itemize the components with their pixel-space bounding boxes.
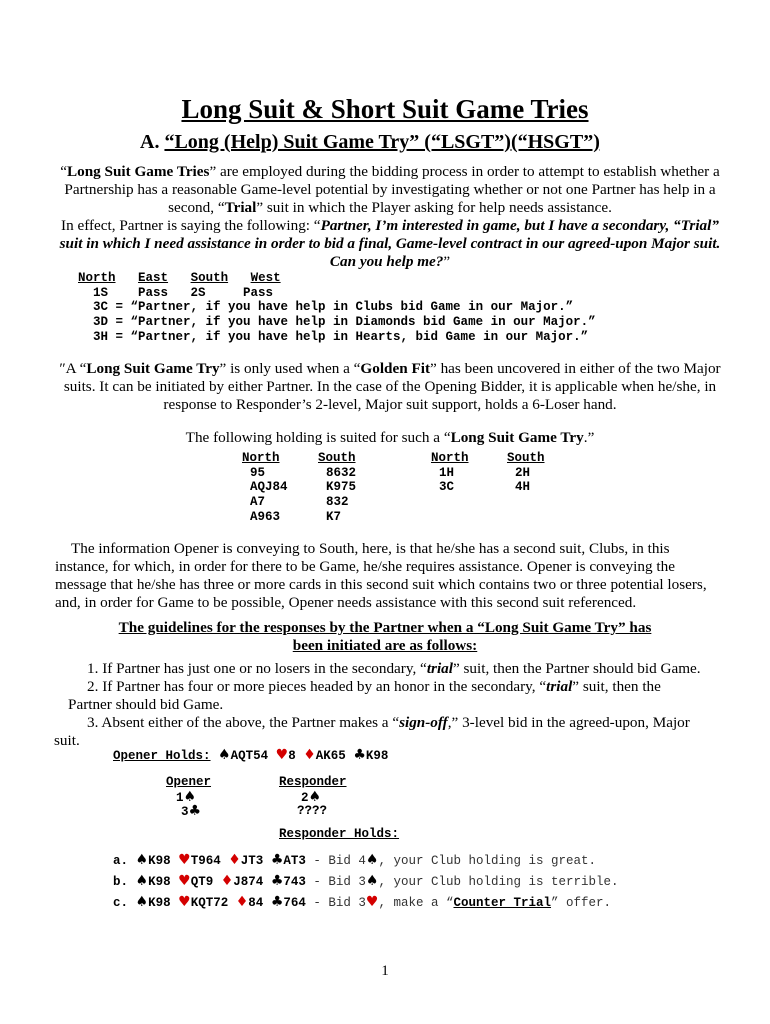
diamond-icon: ♦ — [220, 873, 234, 889]
guideline-1: 1. If Partner has just one or no losers in the secondary, “trial” suit, then the Partner should bid Game. — [87, 660, 701, 677]
responder-option-b: b. ♠K98 ♥QT9 ♦J874 ♣743 - Bid 3♠, your Club holding is terrible. — [113, 873, 619, 889]
guideline-2-cont: Partner should bid Game. — [68, 696, 224, 713]
spade-icon: ♠ — [135, 894, 149, 910]
heart-icon: ♥ — [178, 894, 191, 910]
spade-icon: ♠ — [308, 788, 322, 805]
responder-bids: Responder 2♠ ???? — [279, 775, 347, 819]
partner-quote: Partner, I’m interested in game, but I have a secondary, “Trial” suit in which I need assistance in order to bid a final, Game-level contract in our agreed-upon Major suit. Can you help me? — [59, 217, 721, 270]
intro-paragraph: “Long Suit Game Tries” are employed during the bidding process in order to attempt to establish whether a Partnership has a reasonable Game-level potential by investigating whether or not one Partner has help in a second, “Trial” suit in which the Player asking for help needs assistance. In effect, Partner is saying the following: “Partner, I’m interested in game, but I have a secondary, “Trial” suit in which I need assistance in order to bid a final, Game-level contract in our agreed-upon Major suit. Can you help me?” — [59, 163, 721, 270]
club-icon: ♣ — [353, 747, 366, 763]
club-icon: ♣ — [270, 852, 284, 868]
heart-icon: ♥ — [178, 873, 191, 889]
north-bids: North 1H 3C — [431, 451, 469, 495]
responder-option-a: a. ♠K98 ♥T964 ♦JT3 ♣AT3 - Bid 4♠, your Club holding is great. — [113, 852, 597, 868]
holding-intro: The following holding is suited for such a “Long Suit Game Try.” — [185, 429, 595, 446]
page-number: 1 — [381, 963, 389, 979]
diamond-icon: ♦ — [235, 894, 249, 910]
auction-line: 3H = “Partner, if you have help in Hearts, bid Game in our Major.” — [78, 329, 589, 344]
diamond-icon: ♦ — [228, 852, 241, 868]
south-hand: South 8632 K975 832 K7 — [318, 451, 357, 524]
responder-option-c: c. ♠K98 ♥KQT72 ♦84 ♣764 - Bid 3♥, make a “Counter Trial” offer. — [113, 894, 612, 910]
auction-table — [78, 271, 596, 344]
club-icon: ♣ — [270, 873, 284, 889]
club-icon: ♣ — [188, 803, 202, 820]
spade-icon: ♠ — [183, 788, 197, 805]
heart-icon: ♥ — [275, 747, 289, 763]
spade-icon: ♠ — [218, 747, 231, 763]
club-icon: ♣ — [270, 894, 284, 910]
golden-fit-paragraph: ″A “Long Suit Game Try” is only used when a “Golden Fit” has been uncovered in either of the two Major suits. It can be initiated by either Partner. In the case of the Opening Bidder, it is applicable when he/she, in response to Responder’s 2-level, Major suit support, holds a 6-Loser hand. — [59, 360, 721, 413]
section-letter: A. — [140, 131, 165, 153]
guidelines-heading-line1: The guidelines for the responses by the Partner when a “Long Suit Game Try” has — [118, 619, 652, 636]
north-hand: North 95 AQJ84 A7 A963 — [242, 451, 288, 524]
page-title: Long Suit & Short Suit Game Tries — [181, 94, 589, 124]
section-heading — [140, 131, 600, 154]
auction-line: 3D = “Partner, if you have help in Diamonds bid Game in our Major.” — [78, 315, 596, 330]
auction-line: 3C = “Partner, if you have help in Clubs bid Game in our Major.” — [78, 300, 574, 315]
guideline-3-cont: suit. — [54, 732, 80, 749]
opener-holds: Opener Holds: ♠AQT54 ♥8 ♦AK65 ♣K98 — [113, 747, 389, 763]
spade-icon: ♠ — [365, 852, 379, 868]
south-bids: South 2H 4H — [507, 451, 545, 495]
guideline-3: 3. Absent either of the above, the Partner makes a “sign-off,” 3-level bid in the agreed-upon, Major — [87, 714, 690, 731]
counter-trial-term: Counter Trial — [453, 896, 552, 910]
opener-bids: Opener 1♠ 3♣ — [166, 775, 212, 820]
spade-icon: ♠ — [365, 873, 379, 889]
section-title: “Long (Help) Suit Game Try” (“LSGT”)(“HSGT”) — [164, 131, 600, 153]
spade-icon: ♠ — [135, 852, 149, 868]
spade-icon: ♠ — [135, 873, 149, 889]
diamond-icon: ♦ — [303, 747, 316, 763]
responder-holds-label: Responder Holds: — [279, 827, 400, 841]
opener-info-paragraph: The information Opener is conveying to South, here, is that he/she has a second suit, Clubs, in this instance, for which, in order for there to be Game, he/she requires assistance. Opener is conveying the message that he/she has three or more cards in this second suit which contains two or three potential losers, and, in order for Game to be possible, Opener needs assistance with this second suit referenced. — [55, 540, 707, 611]
auction-line: 1S Pass 2S Pass — [78, 285, 274, 300]
heart-icon: ♥ — [365, 894, 379, 910]
term-lsgt: Long Suit Game Tries — [66, 163, 210, 180]
guideline-2: 2. If Partner has four or more pieces headed by an honor in the secondary, “trial” suit, then the — [87, 678, 661, 695]
guidelines-heading-line2: been initiated are as follows: — [292, 637, 478, 654]
auction-header: North East South West — [78, 271, 281, 285]
term-trial: Trial — [224, 199, 257, 216]
heart-icon: ♥ — [178, 852, 191, 868]
